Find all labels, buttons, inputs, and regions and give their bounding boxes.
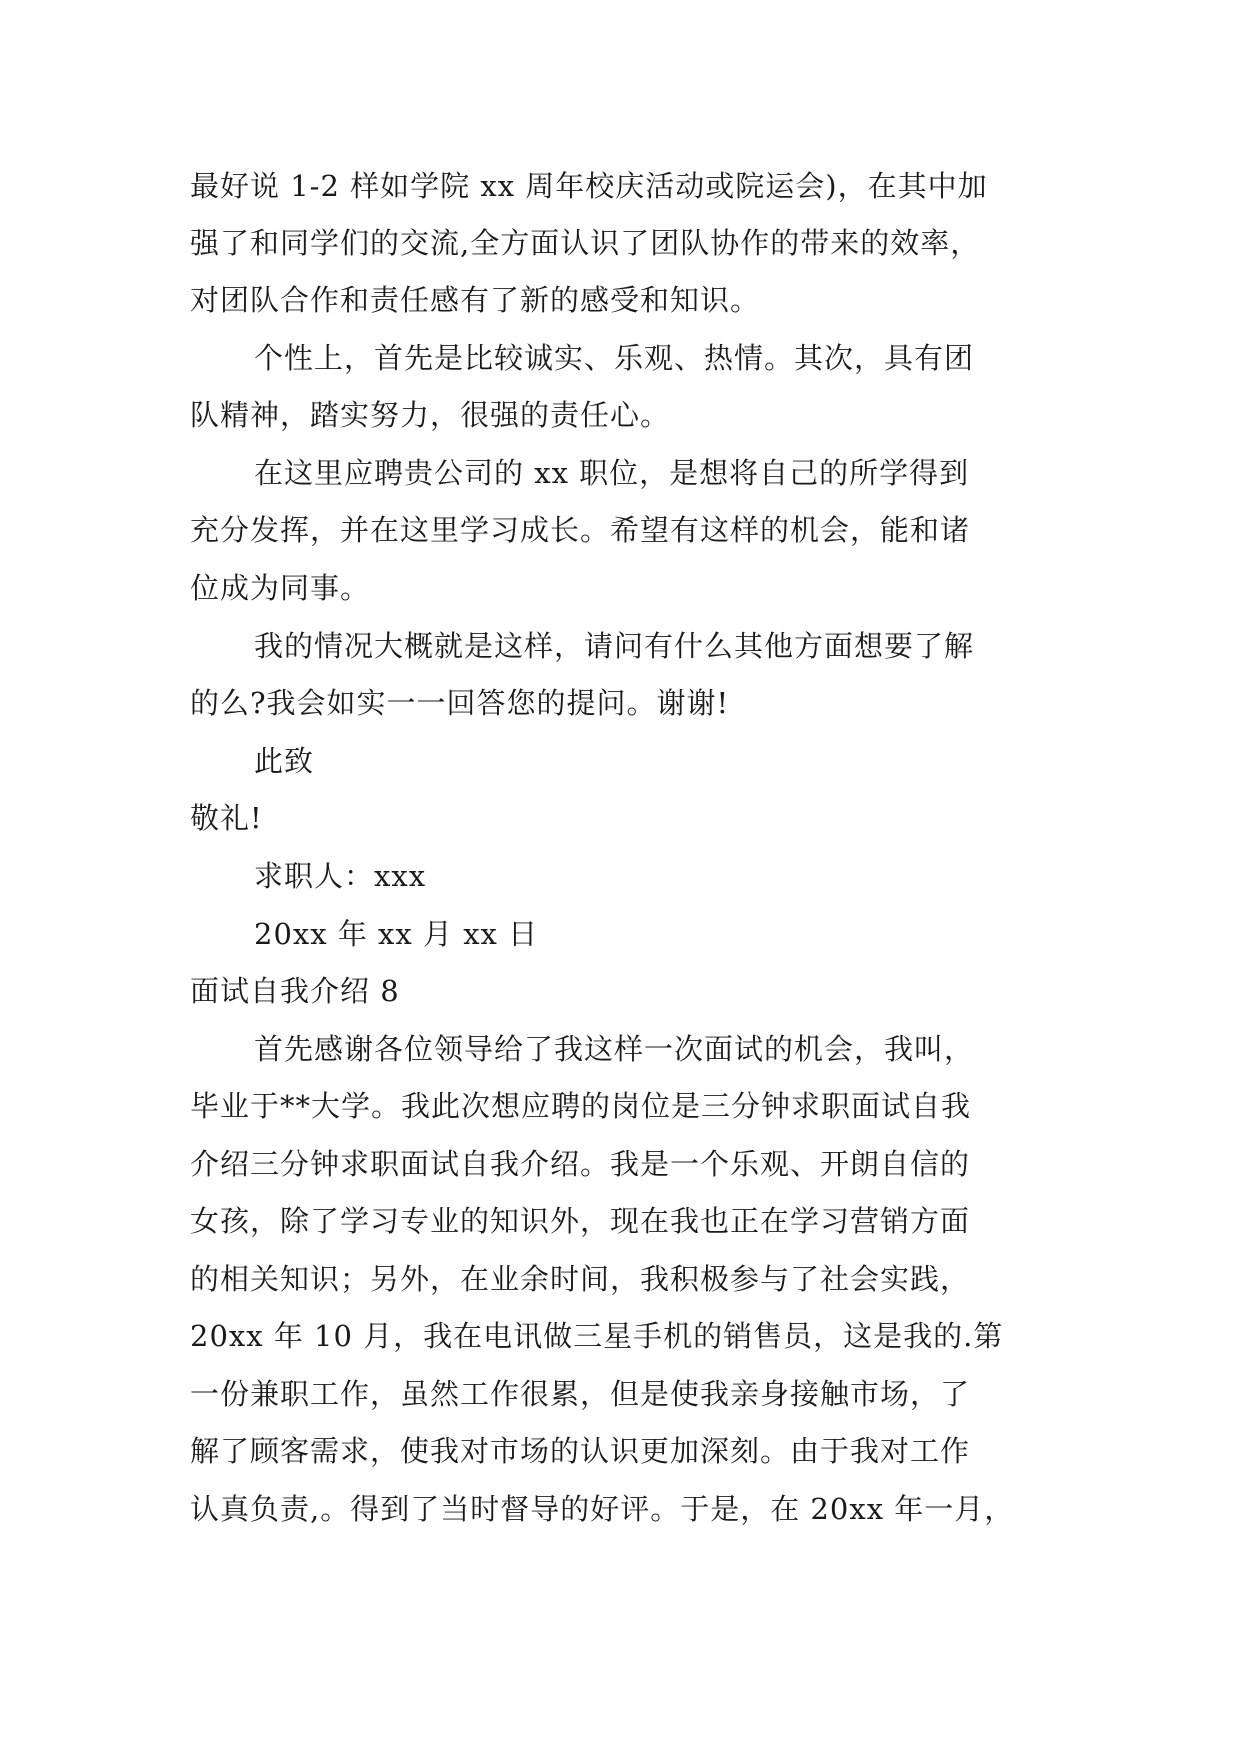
- closing-regards: 敬礼!: [190, 801, 263, 835]
- applicant-signature: 求职人：xxx: [254, 859, 427, 893]
- text-line: 最好说 1-2 样如学院 xx 周年校庆活动或院运会)，在其中加: [190, 169, 988, 203]
- text-line: 一份兼职工作，虽然工作很累，但是使我亲身接触市场，了: [190, 1377, 971, 1411]
- letter-date: 20xx 年 xx 月 xx 日: [254, 917, 539, 951]
- text-line: 介绍三分钟求职面试自我介绍。我是一个乐观、开朗自信的: [190, 1147, 971, 1181]
- text-line: 认真负责,。得到了当时督导的好评。于是，在 20xx 年一月，: [190, 1492, 1015, 1526]
- text-line: 充分发挥，并在这里学习成长。希望有这样的机会，能和诸: [190, 513, 971, 547]
- text-line: 位成为同事。: [190, 571, 371, 605]
- closing-salutation: 此致: [254, 744, 315, 778]
- text-line: 个性上，首先是比较诚实、乐观、热情。其次，具有团: [254, 341, 975, 375]
- text-line: 解了顾客需求，使我对市场的认识更加深刻。由于我对工作: [190, 1434, 971, 1468]
- text-line: 20xx 年 10 月，我在电讯做三星手机的销售员，这是我的.第: [190, 1319, 1004, 1353]
- text-line: 的么?我会如实一一回答您的提问。谢谢!: [190, 686, 730, 720]
- text-line: 我的情况大概就是这样，请问有什么其他方面想要了解: [254, 629, 975, 663]
- text-line: 首先感谢各位领导给了我这样一次面试的机会，我叫，: [254, 1032, 975, 1066]
- text-line: 对团队合作和责任感有了新的感受和知识。: [190, 283, 761, 317]
- text-line: 女孩，除了学习专业的知识外，现在我也正在学习营销方面: [190, 1204, 971, 1238]
- text-line: 在这里应聘贵公司的 xx 职位，是想将自己的所学得到: [254, 456, 970, 490]
- text-line: 的相关知识；另外，在业余时间，我积极参与了社会实践，: [190, 1262, 971, 1296]
- text-line: 毕业于**大学。我此次想应聘的岗位是三分钟求职面试自我: [190, 1089, 972, 1123]
- text-line: 强了和同学们的交流,全方面认识了团队协作的带来的效率，: [190, 226, 981, 260]
- text-line: 队精神，踏实努力，很强的责任心。: [190, 398, 671, 432]
- section-heading: 面试自我介绍 8: [190, 974, 400, 1008]
